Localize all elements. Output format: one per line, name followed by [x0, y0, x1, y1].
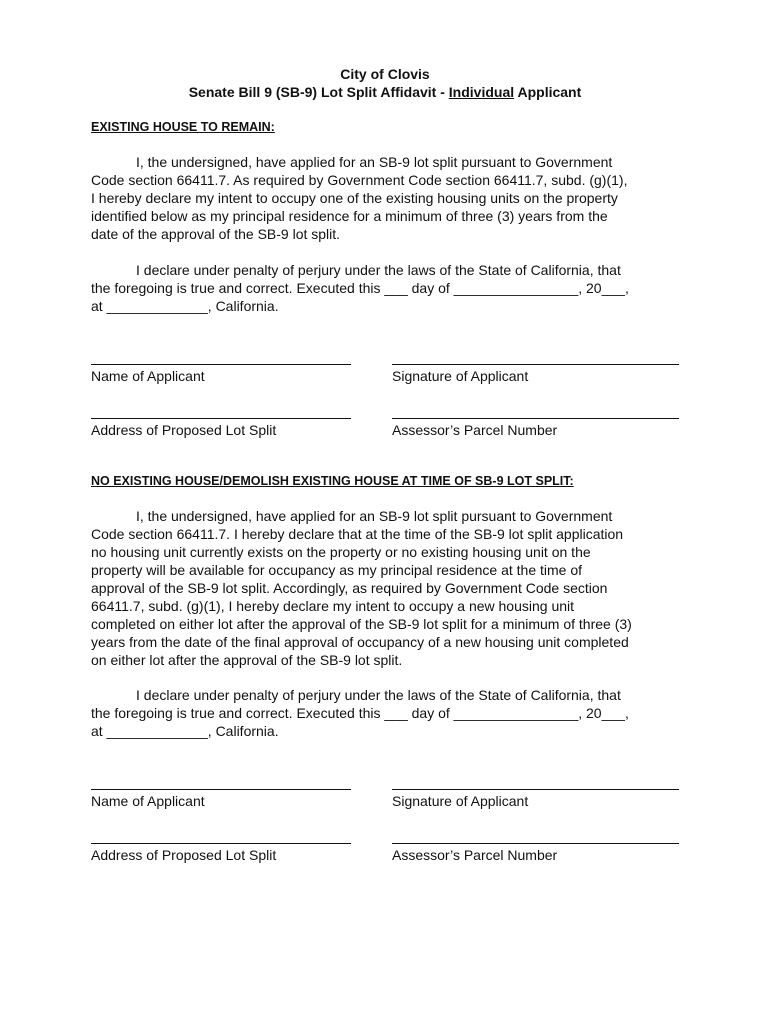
paragraph-line: identified below as my principal residence for a minimum of three (3) years from the — [91, 208, 608, 224]
name-of-applicant-label: Name of Applicant — [91, 793, 205, 809]
document-org: City of Clovis — [340, 66, 430, 82]
section2-perjury-statement — [91, 686, 683, 740]
paragraph-line: the foregoing is true and correct. Executed this ___ day of ________________, 20___, — [91, 705, 629, 721]
parcel-number-line[interactable] — [392, 418, 679, 419]
section1-declaration — [91, 153, 683, 243]
paragraph-line: I, the undersigned, have applied for an SB-9 lot split pursuant to Government — [136, 508, 613, 524]
paragraph-line: I hereby declare my intent to occupy one of the existing housing units on the property — [91, 190, 618, 206]
section2-heading: NO EXISTING HOUSE/DEMOLISH EXISTING HOUSE AT TIME OF SB-9 LOT SPLIT: — [91, 474, 574, 488]
parcel-number-label: Assessor’s Parcel Number — [392, 422, 558, 438]
section1-heading: EXISTING HOUSE TO REMAIN: — [91, 120, 275, 134]
signature-of-applicant-label: Signature of Applicant — [392, 793, 529, 809]
paragraph-line: years from the date of the final approval of occupancy of a new housing unit completed — [91, 634, 629, 650]
paragraph-line: at _____________, California. — [91, 298, 279, 314]
paragraph-line: I, the undersigned, have applied for an SB-9 lot split pursuant to Government — [136, 154, 613, 170]
paragraph-line: the foregoing is true and correct. Executed this ___ day of ________________, 20___, — [91, 280, 629, 296]
paragraph-line: approval of the SB-9 lot split. Accordingly, as required by Government Code section — [91, 580, 608, 596]
section1-perjury-statement — [91, 261, 683, 315]
name-signature-line[interactable] — [91, 789, 351, 790]
paragraph-line: 66411.7, subd. (g)(1), I hereby declare my intent to occupy a new housing unit — [91, 598, 575, 614]
signature-line[interactable] — [392, 364, 679, 365]
section2-declaration — [91, 507, 683, 669]
paragraph-line: property will be available for occupancy as my principal residence at the time of — [91, 562, 583, 578]
title-suffix: Applicant — [514, 84, 582, 100]
address-line[interactable] — [91, 843, 351, 844]
paragraph-line: on either lot after the approval of the SB-9 lot split. — [91, 652, 403, 668]
paragraph-line: no housing unit currently exists on the property or no existing housing unit on the — [91, 544, 591, 560]
name-of-applicant-label: Name of Applicant — [91, 368, 205, 384]
document-title — [0, 83, 770, 101]
paragraph-line: Code section 66411.7. As required by Government Code section 66411.7, subd. (g)(1), — [91, 172, 628, 188]
paragraph-line: date of the approval of the SB-9 lot split. — [91, 226, 341, 242]
address-label: Address of Proposed Lot Split — [91, 422, 277, 438]
parcel-number-line[interactable] — [392, 843, 679, 844]
name-signature-line[interactable] — [91, 364, 351, 365]
paragraph-line: I declare under penalty of perjury under the laws of the State of California, that — [136, 687, 621, 703]
signature-of-applicant-label: Signature of Applicant — [392, 368, 529, 384]
paragraph-line: completed on either lot after the approval of the SB-9 lot split for a minimum of three (3) — [91, 616, 632, 632]
address-label: Address of Proposed Lot Split — [91, 847, 277, 863]
paragraph-line: I declare under penalty of perjury under the laws of the State of California, that — [136, 262, 621, 278]
signature-line[interactable] — [392, 789, 679, 790]
title-prefix: Senate Bill 9 (SB-9) Lot Split Affidavit - — [188, 84, 449, 100]
title-underlined: Individual — [448, 84, 515, 100]
paragraph-line: Code section 66411.7. I hereby declare that at the time of the SB-9 lot split application — [91, 526, 624, 542]
parcel-number-label: Assessor’s Parcel Number — [392, 847, 558, 863]
paragraph-line: at _____________, California. — [91, 723, 279, 739]
address-line[interactable] — [91, 418, 351, 419]
